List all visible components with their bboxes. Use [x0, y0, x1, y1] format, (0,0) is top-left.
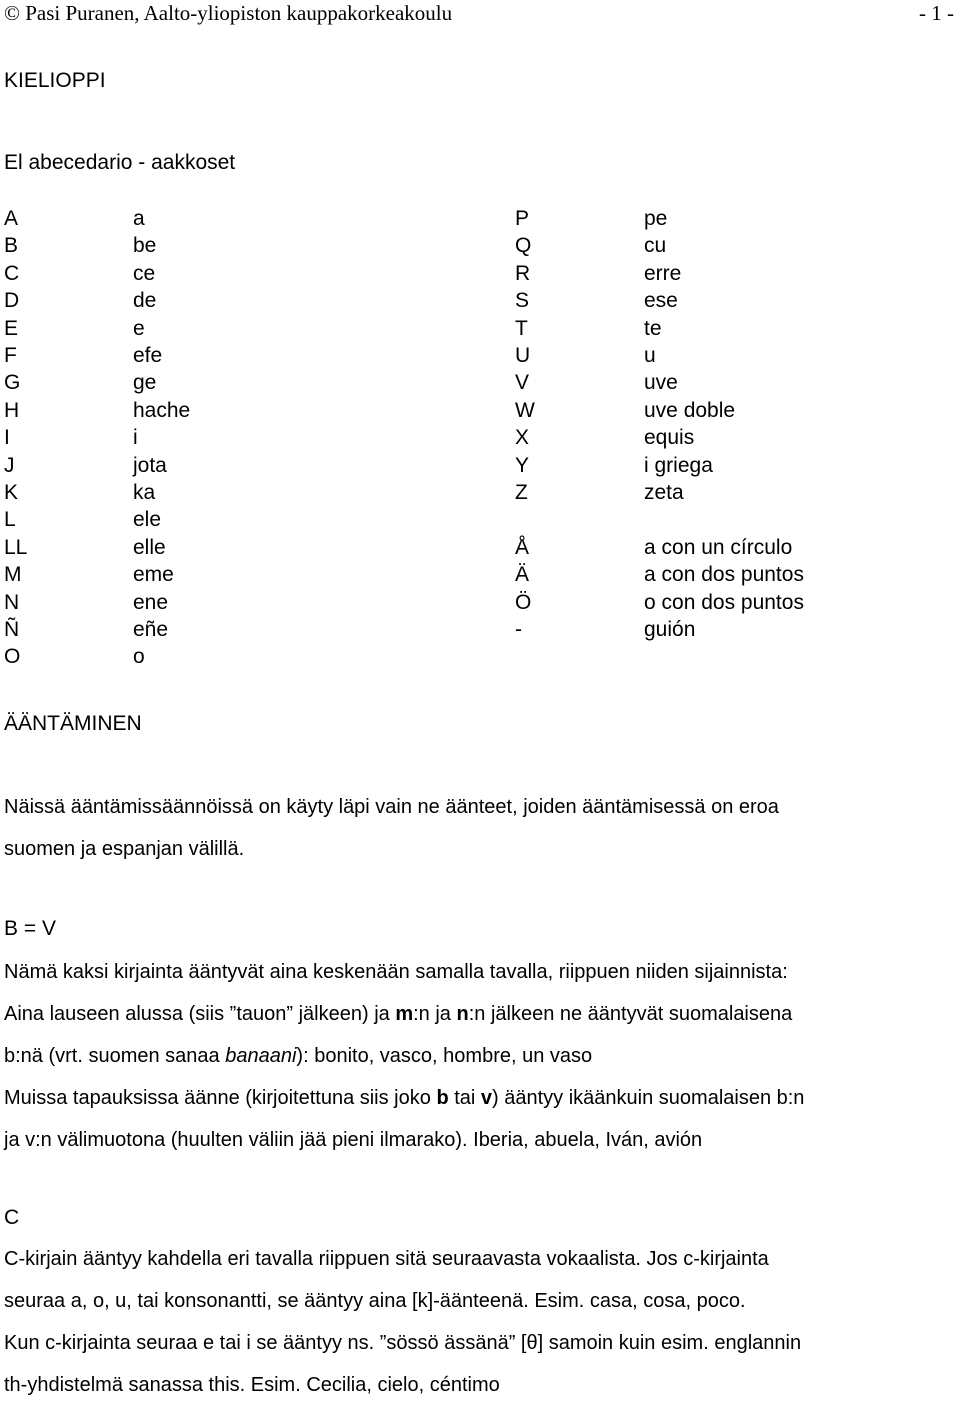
- alphabet-letter: LL: [4, 535, 28, 559]
- alphabet-letter: E: [4, 316, 19, 340]
- alphabet-letter-name: pe: [644, 207, 668, 230]
- alphabet-letter: F: [4, 344, 17, 367]
- text-line: [4, 1035, 956, 1077]
- alphabet-letter: R: [515, 261, 531, 285]
- alphabet-letter: P: [515, 207, 530, 230]
- text-run: suomen ja espanjan välillä.: [4, 838, 245, 860]
- text-run: tai: [448, 1087, 481, 1109]
- alphabet-letter-name: eme: [133, 563, 174, 587]
- alphabet-letter: W: [515, 398, 535, 422]
- text-run: th-yhdistelmä sanassa this. Esim. Cecilia, cielo, céntimo: [4, 1374, 500, 1396]
- text-run: Kun c-kirjainta seuraa e tai i se ääntyy ns. ”sössö ässänä” [θ] samoin kuin esim. englannin: [4, 1332, 802, 1354]
- text-line: [4, 951, 956, 993]
- alphabet-letter-name: ene: [133, 590, 169, 614]
- text-run: :n ja: [413, 1003, 457, 1025]
- alphabet-letter: Ä: [515, 563, 530, 587]
- alphabet-letter-name: a con dos puntos: [644, 563, 804, 587]
- bold-text: b: [436, 1087, 449, 1109]
- alphabet-letter-name: ge: [133, 371, 157, 395]
- c-heading: C: [4, 1206, 20, 1229]
- alphabet-letter-name: guión: [644, 618, 696, 641]
- alphabet-letter-name: e: [133, 316, 145, 340]
- c-rule-paragraph: [4, 1238, 956, 1406]
- text-run: Näissä ääntämissäännöissä on käyty läpi vain ne äänteet, joiden ääntämisessä on eroa: [4, 796, 779, 818]
- alphabet-letter: Q: [515, 234, 532, 258]
- alphabet-letter: Ñ: [4, 618, 20, 641]
- text-run: Aina lauseen alussa (siis ”tauon” jälkeen) ja: [4, 1003, 396, 1025]
- alphabet-letter: X: [515, 426, 530, 450]
- text-run: :n jälkeen ne ääntyvät suomalaisena: [468, 1003, 793, 1025]
- alphabet-letter-name: ese: [644, 289, 678, 313]
- text-line: [4, 1322, 956, 1364]
- alphabet-letter-name: zeta: [644, 481, 684, 504]
- alphabet-letter: U: [515, 344, 531, 367]
- text-line: [4, 1238, 956, 1280]
- text-line: [4, 786, 956, 828]
- text-run: ja v:n välimuotona (huulten väliin jää pieni ilmarako). Iberia, abuela, Iván, avión: [4, 1129, 703, 1151]
- text-line: [4, 1280, 956, 1322]
- text-line: [4, 1119, 956, 1161]
- alphabet-letter-name: ka: [133, 481, 156, 504]
- text-run: b:nä (vrt. suomen sanaa: [4, 1045, 226, 1067]
- alphabet-letter: N: [4, 590, 20, 614]
- alphabet-letter-name: ce: [133, 261, 156, 285]
- alphabet-letter-name: uve: [644, 371, 678, 395]
- alphabet-letter: O: [4, 645, 21, 669]
- bv-rule-paragraph: [4, 951, 956, 1161]
- text-run: ) ääntyy ikäänkuin suomalaisen b:n: [492, 1087, 805, 1109]
- alphabet-letter: J: [4, 453, 15, 477]
- text-run: Nämä kaksi kirjainta ääntyvät aina keskenään samalla tavalla, riippuen niiden sijainnista:: [4, 961, 788, 983]
- alphabet-letter: G: [4, 371, 21, 395]
- alphabet-letter-name: efe: [133, 344, 163, 367]
- alphabet-letter: Å: [515, 535, 530, 559]
- pronunciation-intro: [4, 786, 956, 870]
- text-line: [4, 1364, 956, 1406]
- alphabet-letter: T: [515, 316, 528, 340]
- alphabet-letter-name: o con dos puntos: [644, 590, 804, 614]
- alphabet-letter-name: i: [133, 426, 138, 450]
- page-header: [4, 0, 956, 26]
- alphabet-letter-name: i griega: [644, 453, 713, 477]
- text-run: Muissa tapauksissa äänne (kirjoitettuna siis joko: [4, 1087, 437, 1109]
- header-copyright: © Pasi Puranen, Aalto-yliopiston kauppakorkeakoulu: [4, 1, 453, 25]
- alphabet-letter: C: [4, 261, 20, 285]
- alphabet-letter-name: o: [133, 645, 145, 669]
- alphabet-letter: Z: [515, 481, 528, 504]
- alphabet-letter-name: a con un círculo: [644, 535, 793, 559]
- text-line: [4, 1077, 956, 1119]
- alphabet-letter-name: hache: [133, 398, 191, 422]
- bold-text: v: [480, 1087, 493, 1109]
- text-line: [4, 828, 956, 870]
- alphabet-letter: M: [4, 563, 22, 587]
- alphabet-letter: D: [4, 289, 20, 313]
- document-title: KIELIOPPI: [4, 69, 106, 92]
- alphabet-letter-name: cu: [644, 234, 667, 258]
- text-run: seuraa a, o, u, tai konsonantti, se ääntyy aina [k]-äänteenä. Esim. casa, cosa, poco.: [4, 1290, 746, 1312]
- alphabet-letter: H: [4, 398, 20, 422]
- bold-text: n: [456, 1003, 469, 1025]
- alphabet-table: [0, 205, 960, 685]
- alphabet-letter-name: erre: [644, 261, 682, 285]
- alphabet-heading: El abecedario - aakkoset: [4, 151, 236, 174]
- pronunciation-heading: ÄÄNTÄMINEN: [4, 712, 142, 735]
- alphabet-letter-name: de: [133, 289, 157, 313]
- italic-text: banaani: [225, 1045, 297, 1067]
- alphabet-letter-name: equis: [644, 426, 695, 450]
- alphabet-letter: K: [4, 481, 19, 504]
- alphabet-letter-name: te: [644, 316, 662, 340]
- bv-heading: B = V: [4, 917, 56, 940]
- alphabet-letter: I: [4, 426, 10, 450]
- text-run: ): bonito, vasco, hombre, un vaso: [296, 1045, 593, 1067]
- alphabet-letter: A: [4, 207, 19, 230]
- alphabet-letter: V: [515, 371, 530, 395]
- alphabet-letter-name: elle: [133, 535, 166, 559]
- text-run: C-kirjain ääntyy kahdella eri tavalla riippuen sitä seuraavasta vokaalista. Jos c-kirjainta: [4, 1248, 769, 1270]
- page-number: - 1 -: [919, 1, 954, 25]
- alphabet-letter: Ö: [515, 590, 532, 614]
- alphabet-letter: -: [515, 618, 522, 641]
- alphabet-letter-name: uve doble: [644, 398, 736, 422]
- alphabet-letter-name: jota: [133, 453, 167, 477]
- alphabet-letter-name: ele: [133, 508, 162, 532]
- alphabet-letter: L: [4, 508, 16, 532]
- alphabet-letter-name: u: [644, 344, 656, 367]
- alphabet-letter: S: [515, 289, 530, 313]
- alphabet-letter-name: eñe: [133, 618, 169, 641]
- alphabet-letter-name: be: [133, 234, 157, 258]
- alphabet-letter-name: a: [133, 207, 145, 230]
- alphabet-letter: Y: [515, 453, 530, 477]
- alphabet-letter: B: [4, 234, 19, 258]
- bold-text: m: [395, 1003, 414, 1025]
- text-line: [4, 993, 956, 1035]
